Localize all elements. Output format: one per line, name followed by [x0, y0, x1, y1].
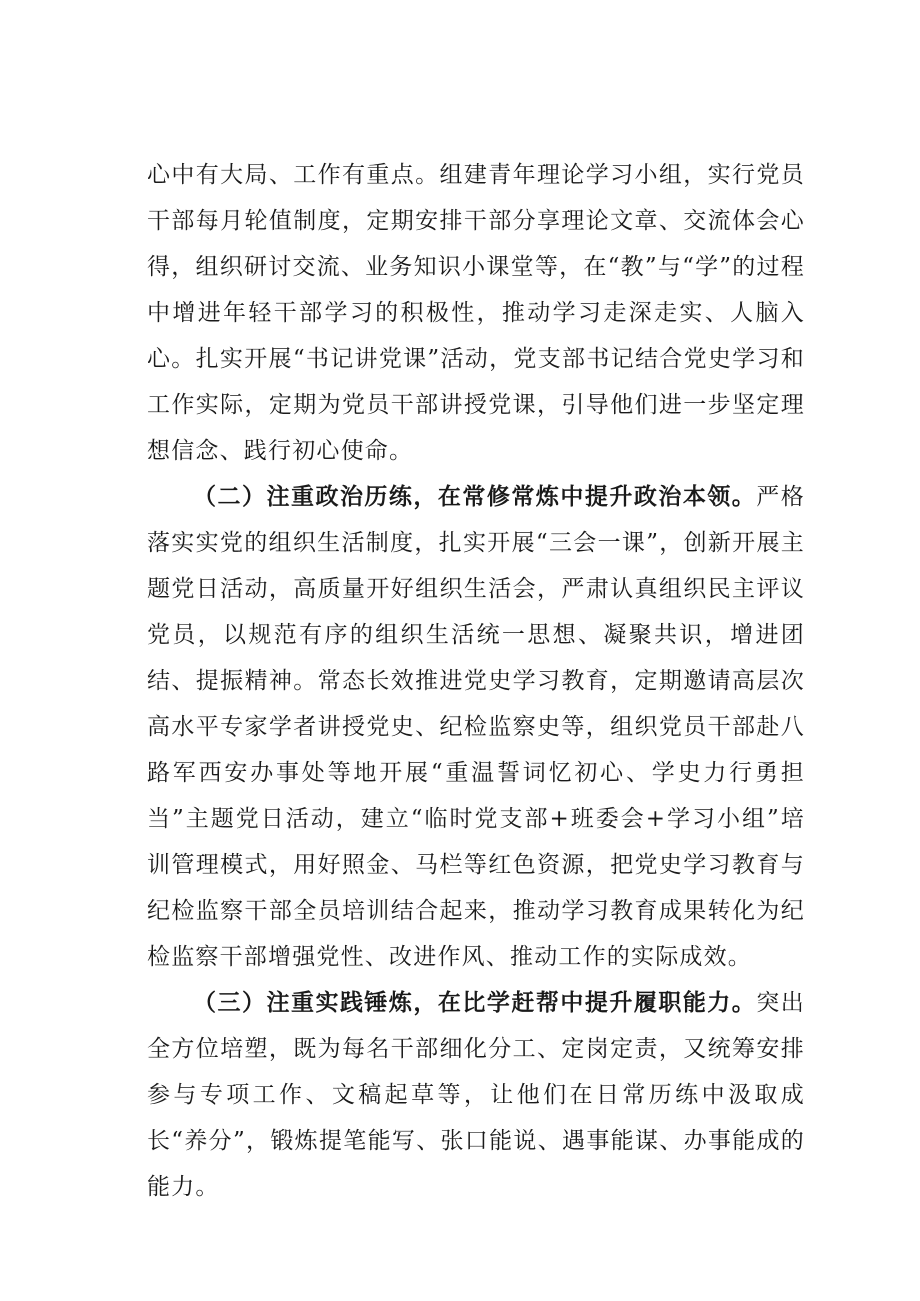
paragraph-1: [147, 152, 805, 474]
paragraph-3: [147, 980, 805, 1210]
section-2-heading: （二）注重政治历练，在常修常炼中提升政治本领。: [193, 483, 757, 510]
paragraph-1-text: 心中有大局、工作有重点。组建青年理论学习小组，实行党员干部每月轮值制度，定期安排干部分享理论文章、交流体会心得，组织研讨交流、业务知识小课堂等，在“教”与“学”的过程中增进年轻干部学习的积极性，推动学习走深走实、人脑入心。扎实开展“书记讲党课”活动，党支部书记结合党史学习和工作实际，定期为党员干部讲授党课，引导他们进一步坚定理想信念、践行初心使命。: [147, 162, 805, 464]
paragraph-2-text: 严格落实实党的组织生活制度，扎实开展“三会一课”，创新开展主题党日活动，高质量开好组织生活会，严肃认真组织民主评议党员，以规范有序的组织生活统一思想、凝聚共识，增进团结、提振精神。常态长效推进党史学习教育，定期邀请高层次高水平专家学者讲授党史、纪检监察史等，组织党员干部赴八路军西安办事处等地开展“重温誓词忆初心、学史力行勇担当”主题党日活动，建立“临时党支部+班委会+学习小组”培训管理模式，用好照金、马栏等红色资源，把党史学习教育与纪检监察干部全员培训结合起来，推动学习教育成果转化为纪检监察干部增强党性、改进作风、推动工作的实际成效。: [147, 484, 805, 970]
paragraph-3-text: 突出全方位培塑，既为每名干部细化分工、定岗定责，又统筹安排参与专项工作、文稿起草等，让他们在日常历练中汲取成长“养分”，锻炼提笔能写、张口能说、遇事能谋、办事能成的能力。: [147, 990, 805, 1200]
section-3-heading: （三）注重实践锤炼，在比学赶帮中提升履职能力。: [193, 989, 757, 1016]
paragraph-2: [147, 474, 805, 980]
document-body: [147, 152, 805, 1210]
